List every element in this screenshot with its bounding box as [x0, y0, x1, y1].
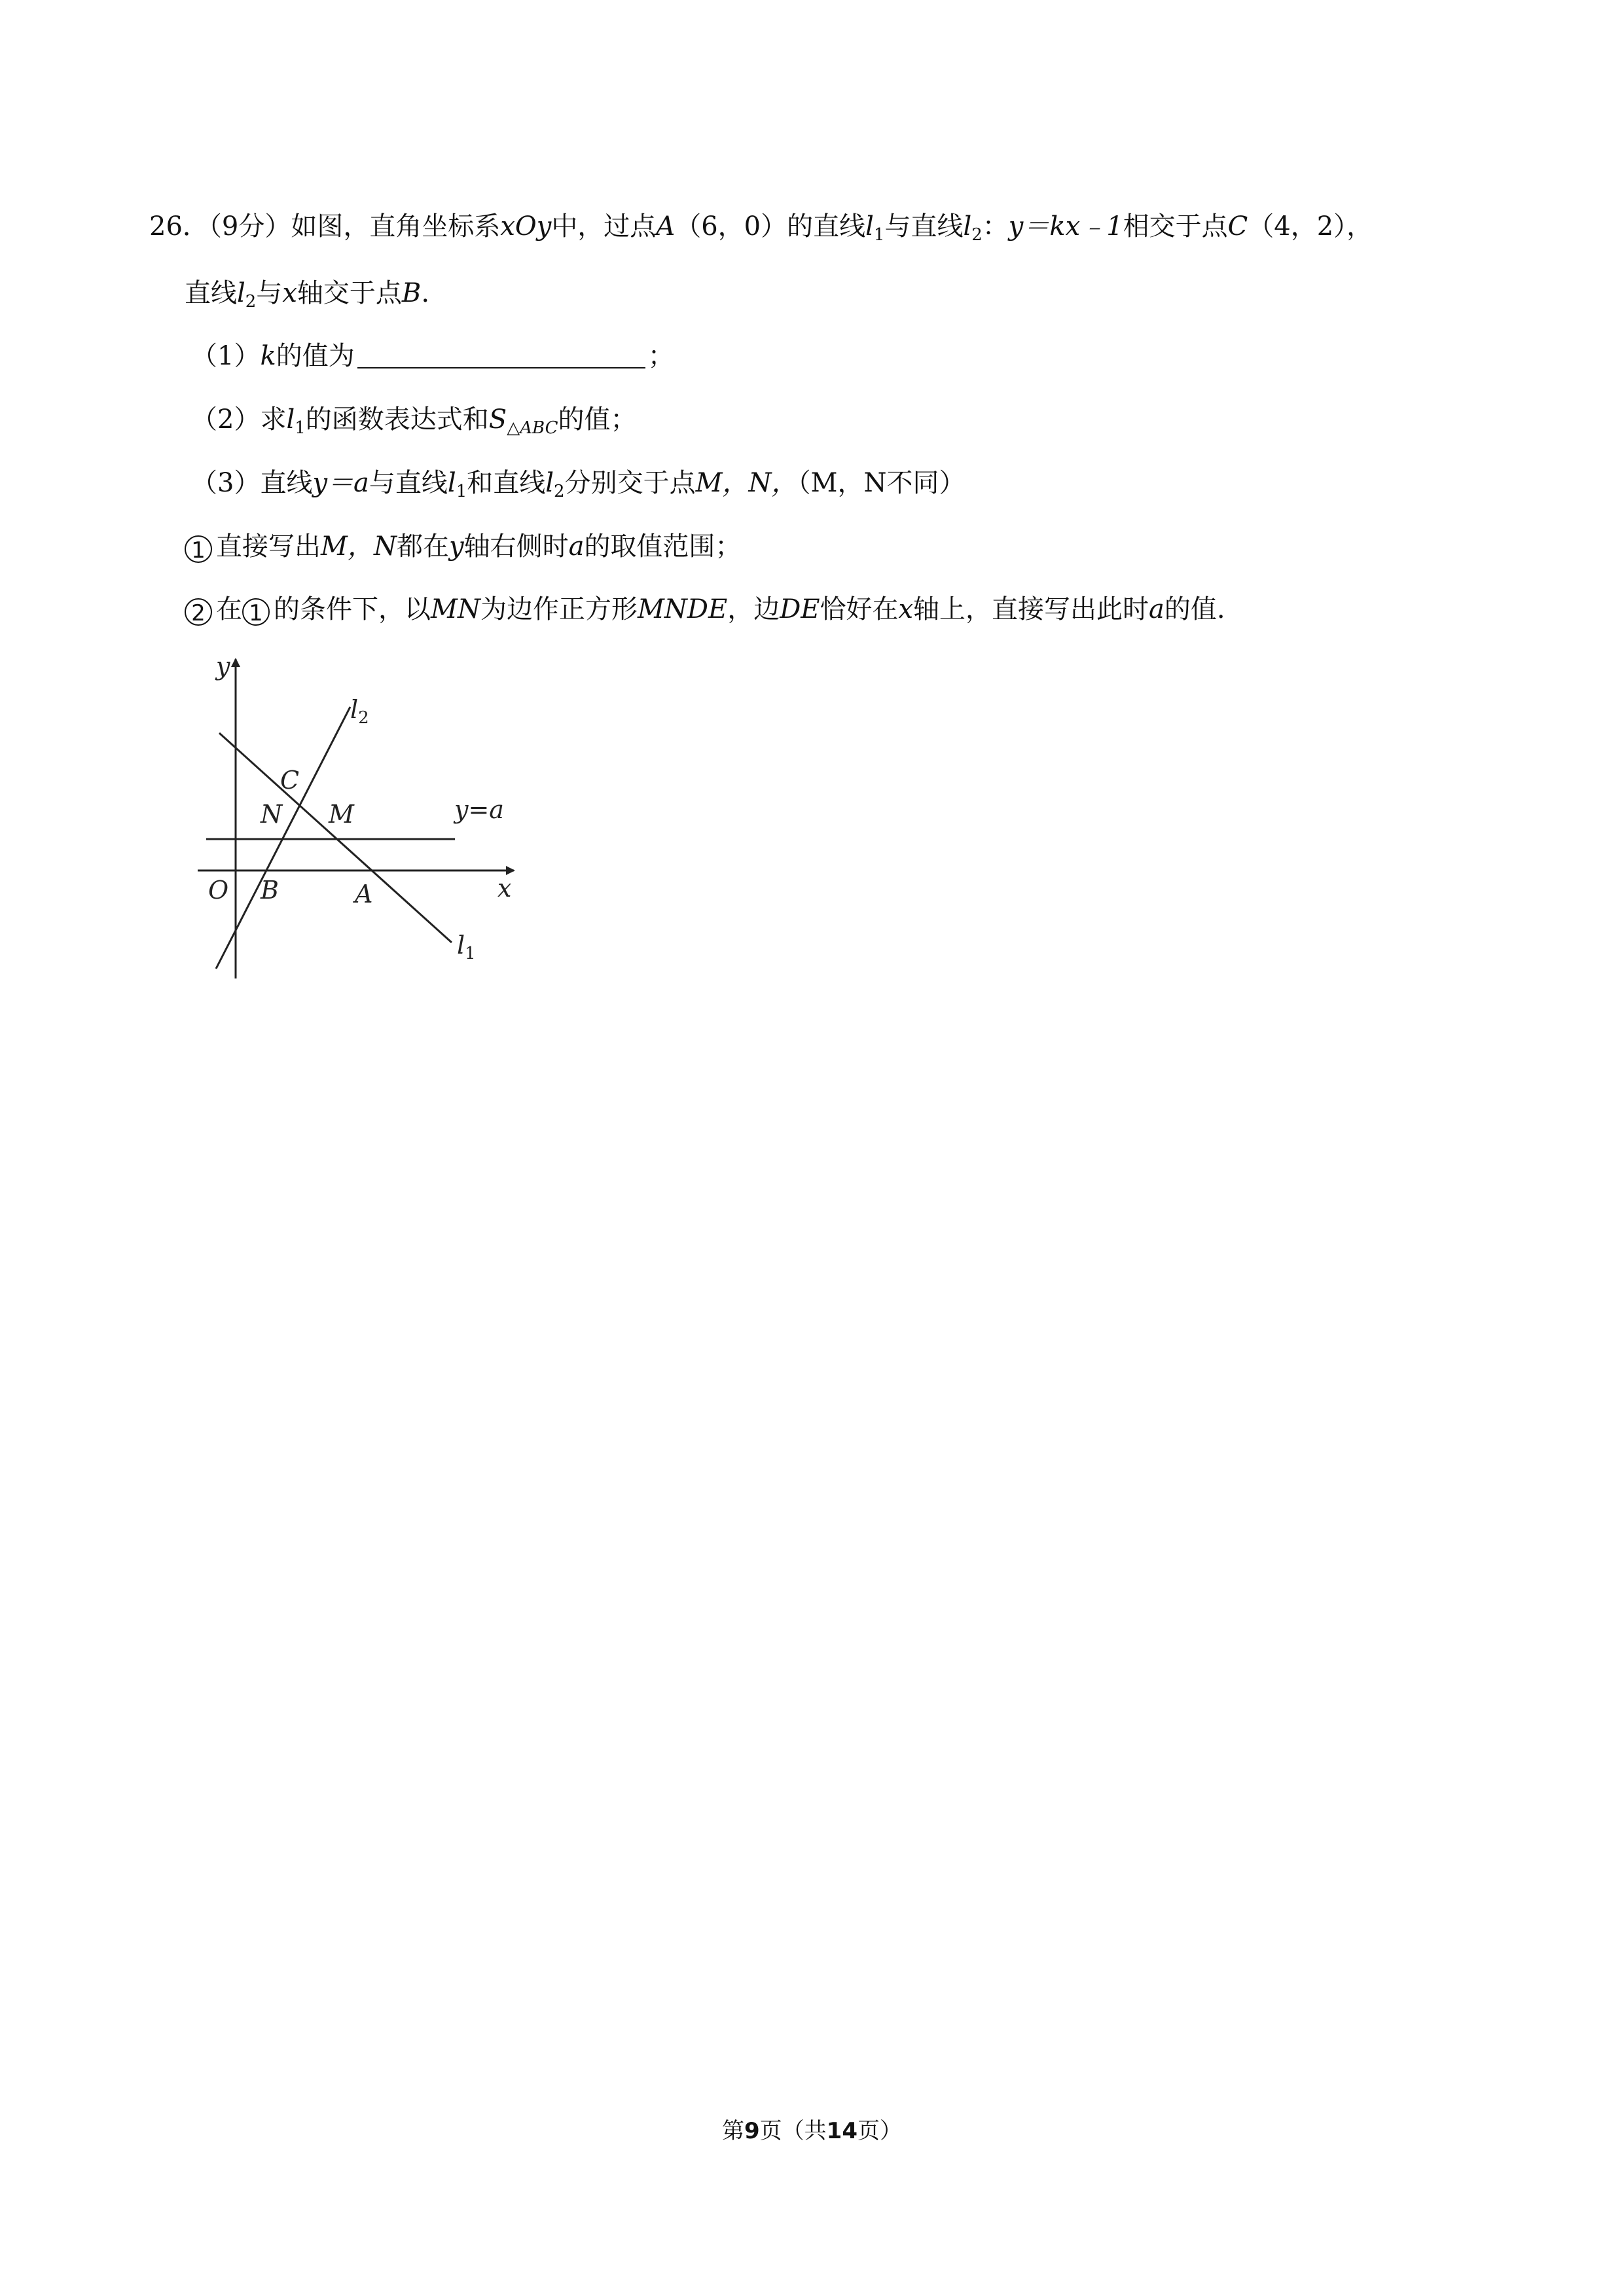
circled-number-1: 1: [185, 535, 212, 563]
line2-equation: y＝kx﹣1: [1008, 211, 1123, 242]
question-score: （9分）: [208, 211, 291, 242]
answer-blank[interactable]: [357, 341, 645, 368]
origin-label: O: [208, 876, 229, 905]
part-2: 2 在 1 的条件下，以MN为边作正方形MNDE，边DE恰好在x轴上，直接写出此时a的值.: [185, 591, 1225, 628]
point-m-label: M: [329, 800, 354, 829]
y-axis-label: y: [216, 652, 230, 681]
line-l1: [219, 733, 452, 942]
circled-number-ref-1: 1: [242, 598, 270, 626]
page-footer: 第9页（共14页）: [722, 2118, 902, 2144]
total-pages: 14: [826, 2118, 857, 2144]
question-stem-line2: 直线$l_2$与x轴交于点B.: [185, 278, 430, 312]
point-n-label: N: [261, 800, 283, 829]
coordinate-figure: [190, 651, 530, 992]
sub-question-3: （3）直线y＝a与直线$l_1$和直线$l_2$分别交于点M，N，（M，N不同）: [191, 468, 965, 501]
question-stem-line1: 26．（9分）如图，直角坐标系xOy中，过点A（6，0）的直线$l_1$与直线$l_2$：y＝kx﹣1相交于点C（4，2），: [149, 211, 1373, 245]
point-a-label: A: [355, 880, 373, 908]
circled-number-2: 2: [185, 598, 212, 626]
line-l2-label: $l_2$: [350, 695, 369, 728]
point-b-label: B: [261, 876, 279, 905]
sub-question-1: （1）k的值为 ；: [191, 341, 674, 371]
point-c-label: C: [280, 766, 300, 795]
line-l1-label: $l_1$: [457, 931, 476, 963]
sub-question-2: （2）求$l_1$的函数表达式和$S_{\triangle ABC}$的值；: [191, 404, 637, 438]
part-1: 1 直接写出M，N都在y轴右侧时a的取值范围；: [185, 528, 741, 565]
question-number: 26．: [149, 211, 209, 242]
line-y-equals-a-label: y=a: [454, 795, 504, 824]
x-axis-label: x: [497, 874, 512, 903]
page-number: 9: [744, 2118, 760, 2144]
